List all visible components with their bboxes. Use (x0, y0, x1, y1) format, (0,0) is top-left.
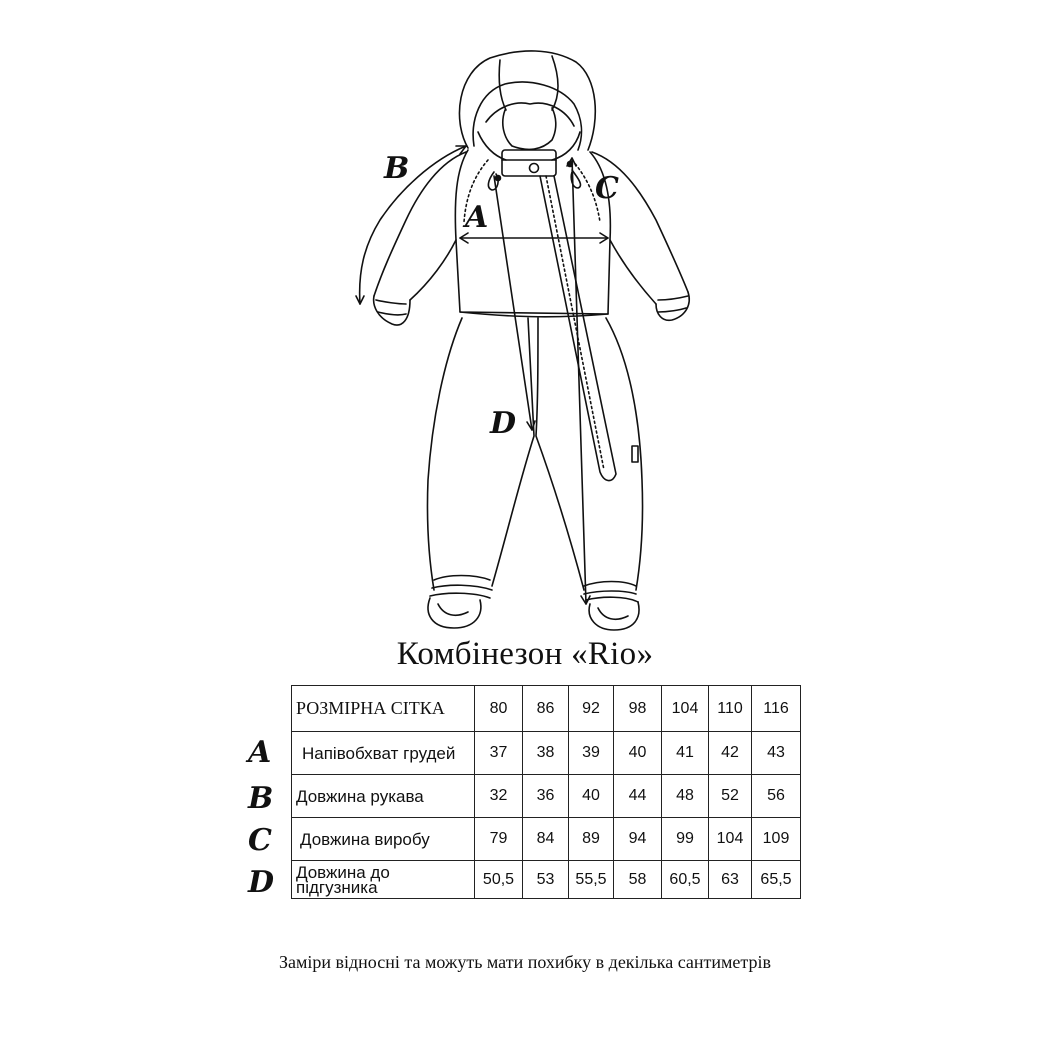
measure-label-b: B (384, 151, 410, 186)
table-cell: 37 (475, 732, 523, 775)
table-cell: 58 (614, 861, 662, 899)
row-letter-a: A (248, 735, 272, 770)
table-row (292, 861, 801, 899)
table-cell: 50,5 (475, 861, 523, 899)
row-letter-b: B (248, 781, 274, 816)
measurement-note: Заміри відносні та можуть мати похибку в декілька сантиметрів (278, 952, 772, 972)
table-cell: 56 (752, 775, 801, 818)
table-cell: 53 (523, 861, 569, 899)
table-cell: 39 (569, 732, 614, 775)
row-label: Довжина рукава (292, 775, 475, 818)
row-label: Довжина виробу (292, 818, 475, 861)
collar (502, 150, 556, 176)
row-letter-c: C (248, 823, 272, 858)
size-chart-header: РОЗМІРНА СІТКА (292, 686, 475, 732)
size-header-row (292, 686, 801, 732)
table-cell: 104 (709, 818, 752, 861)
size-chart-table (291, 685, 801, 899)
table-cell: 36 (523, 775, 569, 818)
size-cell: 110 (709, 686, 752, 732)
table-cell: 109 (752, 818, 801, 861)
measure-label-c: C (595, 171, 619, 206)
table-cell: 42 (709, 732, 752, 775)
table-row (292, 732, 801, 775)
table-row (292, 818, 801, 861)
size-cell: 92 (569, 686, 614, 732)
table-cell: 63 (709, 861, 752, 899)
table-cell: 94 (614, 818, 662, 861)
table-cell: 40 (614, 732, 662, 775)
table-cell: 84 (523, 818, 569, 861)
table-cell: 32 (475, 775, 523, 818)
table-cell: 99 (662, 818, 709, 861)
measure-label-a: A (465, 200, 489, 235)
size-cell: 116 (752, 686, 801, 732)
table-cell: 41 (662, 732, 709, 775)
table-cell: 55,5 (569, 861, 614, 899)
row-label: Довжина до підгузника (292, 861, 475, 899)
size-cell: 86 (523, 686, 569, 732)
table-cell: 44 (614, 775, 662, 818)
table-row (292, 775, 801, 818)
table-cell: 89 (569, 818, 614, 861)
table-cell: 52 (709, 775, 752, 818)
size-cell: 80 (475, 686, 523, 732)
row-letter-d: D (248, 865, 275, 900)
table-cell: 40 (569, 775, 614, 818)
left-foot (428, 598, 481, 628)
row-label: Напівобхват грудей (292, 732, 475, 775)
size-cell: 98 (614, 686, 662, 732)
left-leg (427, 318, 462, 590)
table-cell: 38 (523, 732, 569, 775)
table-cell: 65,5 (752, 861, 801, 899)
collar-snap-icon (530, 164, 539, 173)
size-cell: 104 (662, 686, 709, 732)
table-cell: 60,5 (662, 861, 709, 899)
measure-label-d: D (490, 406, 517, 441)
table-cell: 48 (662, 775, 709, 818)
right-foot (589, 602, 639, 630)
table-cell: 79 (475, 818, 523, 861)
table-cell: 43 (752, 732, 801, 775)
product-title: Комбінезон «Rio» (396, 636, 654, 672)
